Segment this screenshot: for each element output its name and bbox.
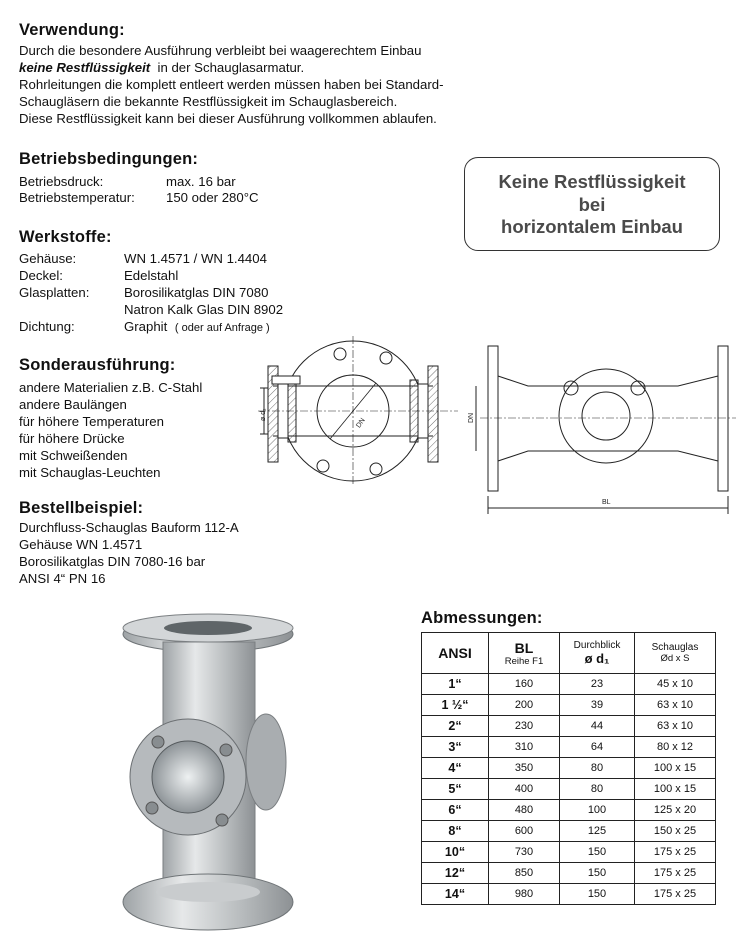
cell-bl: 480 xyxy=(489,800,560,821)
cell-bl: 350 xyxy=(489,758,560,779)
werkstoff-label: Glasplatten: xyxy=(19,285,90,300)
section-heading-bestell: Bestellbeispiel: xyxy=(19,499,144,517)
cell-ansi: 3“ xyxy=(422,737,489,758)
werkstoff-value xyxy=(124,319,270,336)
cell-d1: 125 xyxy=(560,821,635,842)
label-dn-right: DN xyxy=(468,412,475,423)
product-photo xyxy=(118,612,308,942)
cell-glas: 100 x 15 xyxy=(635,758,716,779)
label-d1: ø d₁ xyxy=(260,408,267,421)
cell-ansi: 1“ xyxy=(422,674,489,695)
section-heading-sonder: Sonderausführung: xyxy=(19,356,176,374)
sonder-item: andere Baulängen xyxy=(19,397,127,412)
table-row xyxy=(422,863,716,884)
cell-bl: 310 xyxy=(489,737,560,758)
sight-glass-window xyxy=(582,392,630,440)
cell-glas: 175 x 25 xyxy=(635,842,716,863)
cell-glas: 80 x 12 xyxy=(635,737,716,758)
cell-d1: 100 xyxy=(560,800,635,821)
cell-bl: 730 xyxy=(489,842,560,863)
cell-d1: 150 xyxy=(560,842,635,863)
bolt-hole xyxy=(380,352,392,364)
table-row xyxy=(422,800,716,821)
table-row xyxy=(422,842,716,863)
bolt-hole xyxy=(334,348,346,360)
table-row xyxy=(422,758,716,779)
cell-d1: 80 xyxy=(560,779,635,800)
cell-bl: 850 xyxy=(489,863,560,884)
cell-bl: 230 xyxy=(489,716,560,737)
header-schauglas: Schauglas Ød x S xyxy=(635,633,716,674)
table-row xyxy=(422,779,716,800)
cell-glas: 150 x 25 xyxy=(635,821,716,842)
cell-glas: 45 x 10 xyxy=(635,674,716,695)
cell-bl: 980 xyxy=(489,884,560,905)
cell-ansi: 5“ xyxy=(422,779,489,800)
usage-line-5: Diese Restflüssigkeit kann bei dieser Ausführung vollkommen ablaufen. xyxy=(19,111,437,126)
callout-line-1: Keine Restflüssigkeit xyxy=(498,171,686,192)
cell-ansi: 1 ½“ xyxy=(422,695,489,716)
cell-glas: 125 x 20 xyxy=(635,800,716,821)
cell-ansi: 10“ xyxy=(422,842,489,863)
werkstoff-value: Borosilikatglas DIN 7080 xyxy=(124,285,269,300)
section-heading-verwendung: Verwendung: xyxy=(19,21,125,39)
cell-glas: 100 x 15 xyxy=(635,779,716,800)
werkstoff-value: Natron Kalk Glas DIN 8902 xyxy=(124,302,284,317)
table-row xyxy=(422,716,716,737)
betrieb-value: 150 oder 280°C xyxy=(166,190,259,205)
sonder-item: andere Materialien z.B. C-Stahl xyxy=(19,380,203,395)
sonder-item: mit Schauglas-Leuchten xyxy=(19,465,161,480)
werkstoff-note: ( oder auf Anfrage ) xyxy=(174,322,270,334)
cell-d1: 80 xyxy=(560,758,635,779)
cell-ansi: 12“ xyxy=(422,863,489,884)
betrieb-label: Betriebsdruck: xyxy=(19,174,104,189)
callout-box xyxy=(464,157,720,251)
cell-glas: 63 x 10 xyxy=(635,716,716,737)
bolt-hole xyxy=(564,381,578,395)
bestell-line: Gehäuse WN 1.4571 xyxy=(19,537,143,552)
cell-ansi: 8“ xyxy=(422,821,489,842)
label-bl: BL xyxy=(602,499,611,506)
dimensions-table xyxy=(421,632,716,905)
cell-ansi: 4“ xyxy=(422,758,489,779)
header-durchblick: Durchblick ø d₁ xyxy=(560,633,635,674)
bestell-line: ANSI 4“ PN 16 xyxy=(19,571,106,586)
callout-line-2: bei xyxy=(578,193,606,215)
cell-d1: 44 xyxy=(560,716,635,737)
cell-d1: 150 xyxy=(560,863,635,884)
werkstoff-value: Edelstahl xyxy=(124,268,179,283)
table-row xyxy=(422,821,716,842)
usage-line-2 xyxy=(19,60,304,77)
bestell-line: Durchfluss-Schauglas Bauform 112-A xyxy=(19,520,239,535)
cell-d1: 23 xyxy=(560,674,635,695)
header-bl: BL Reihe F1 xyxy=(489,633,560,674)
technical-drawing xyxy=(258,336,740,516)
bestell-line: Borosilikatglas DIN 7080-16 bar xyxy=(19,554,206,569)
betrieb-label: Betriebstemperatur: xyxy=(19,190,135,205)
werkstoff-label: Gehäuse: xyxy=(19,251,77,266)
section-heading-abmessungen: Abmessungen: xyxy=(421,609,543,627)
werkstoff-label: Deckel: xyxy=(19,268,63,283)
usage-line-4: Schaugläsern die bekannte Restflüssigkeit im Schauglasbereich. xyxy=(19,94,398,109)
flange-left xyxy=(488,346,498,491)
cell-ansi: 2“ xyxy=(422,716,489,737)
cell-glas: 175 x 25 xyxy=(635,863,716,884)
cell-ansi: 6“ xyxy=(422,800,489,821)
table-row xyxy=(422,674,716,695)
cell-d1: 39 xyxy=(560,695,635,716)
werkstoff-label: Dichtung: xyxy=(19,319,75,334)
table-row xyxy=(422,695,716,716)
label-dn-left: DN xyxy=(355,417,367,430)
cell-bl: 200 xyxy=(489,695,560,716)
cell-ansi: 14“ xyxy=(422,884,489,905)
usage-line-2-rest: in der Schauglasarmatur. xyxy=(150,60,305,75)
usage-highlight: keine Restflüssigkeit xyxy=(19,60,151,75)
section-heading-werkstoffe: Werkstoffe: xyxy=(19,228,112,246)
bolt-hole xyxy=(317,460,329,472)
werkstoff-value-text: Graphit xyxy=(124,319,168,334)
cell-bl: 400 xyxy=(489,779,560,800)
table-row xyxy=(422,884,716,905)
usage-line-3: Rohrleitungen die komplett entleert werden müssen haben bei Standard- xyxy=(19,77,444,92)
cell-d1: 150 xyxy=(560,884,635,905)
usage-line-1: Durch die besondere Ausführung verbleibt bei waagerechtem Einbau xyxy=(19,43,422,58)
flange-right xyxy=(718,346,728,491)
sight-glass-flange xyxy=(559,369,653,463)
cell-glas: 63 x 10 xyxy=(635,695,716,716)
sonder-item: für höhere Drücke xyxy=(19,431,125,446)
bolt-hole xyxy=(631,381,645,395)
sonder-item: mit Schweißenden xyxy=(19,448,128,463)
section-heading-betrieb: Betriebsbedingungen: xyxy=(19,150,199,168)
cell-bl: 160 xyxy=(489,674,560,695)
cell-glas: 175 x 25 xyxy=(635,884,716,905)
werkstoff-value: WN 1.4571 / WN 1.4404 xyxy=(124,251,267,266)
cell-d1: 64 xyxy=(560,737,635,758)
callout-line-3: horizontalem Einbau xyxy=(501,216,683,237)
betrieb-value: max. 16 bar xyxy=(166,174,236,189)
header-ansi: ANSI xyxy=(422,633,489,674)
cell-bl: 600 xyxy=(489,821,560,842)
sonder-item: für höhere Temperaturen xyxy=(19,414,164,429)
table-header-row xyxy=(422,633,716,674)
table-row xyxy=(422,737,716,758)
bolt-hole xyxy=(370,463,382,475)
